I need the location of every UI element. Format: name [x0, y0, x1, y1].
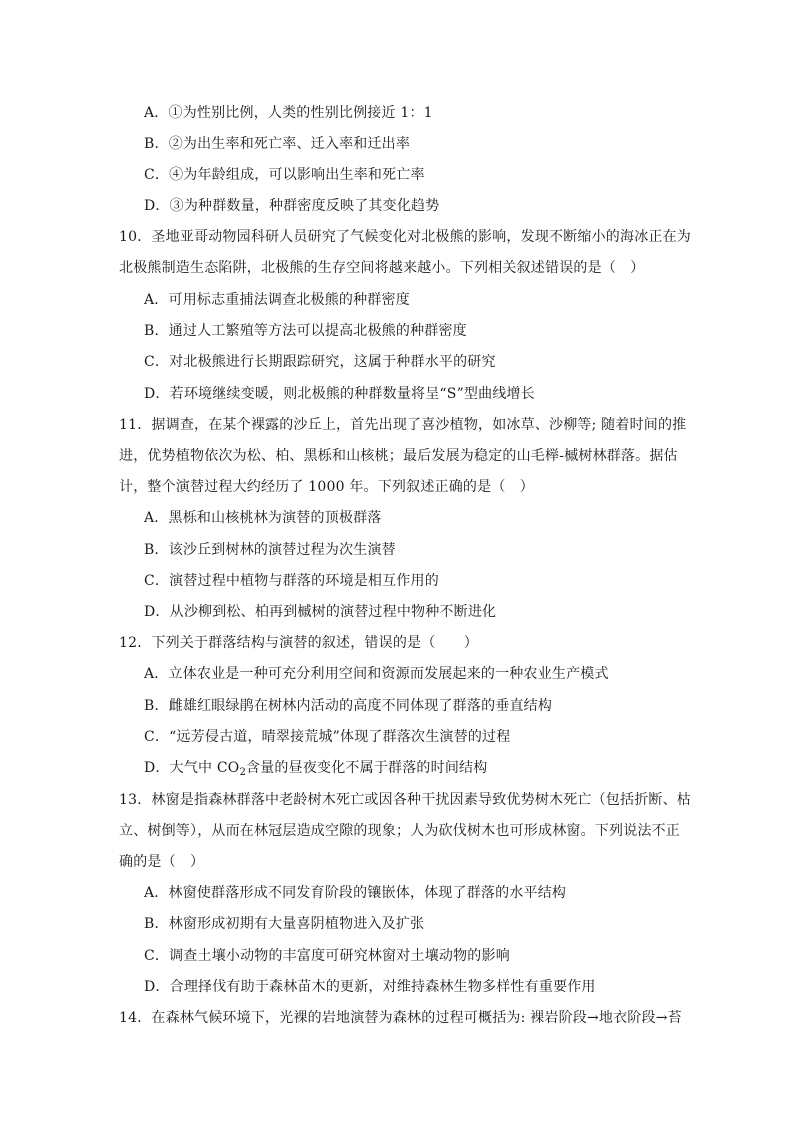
q9-option-d: D．③为种群数量，种群密度反映了其变化趋势: [144, 198, 440, 214]
q12-option-d-subscript: 2: [239, 767, 247, 778]
q13-option-a: A．林窗使群落形成不同发育阶段的镶嵌体，体现了群落的水平结构: [144, 885, 567, 901]
q13-stem-line-2: 立、树倒等），从而在林冠层造成空隙的现象；人为砍伐树木也可形成林窗。下列说法不正: [119, 823, 680, 839]
q13-stem-line-3: 确的是（ ）: [119, 854, 205, 870]
q12-option-d-text-after: 含量的昼夜变化不属于群落的时间结构: [246, 760, 488, 776]
q11-option-a: A．黑栎和山核桃林为演替的顶极群落: [144, 510, 382, 526]
q13-option-c: C．调查土壤小动物的丰富度可研究林窗对土壤动物的影响: [144, 948, 510, 964]
q11-option-d: D．从沙柳到松、柏再到槭树的演替过程中物种不断进化: [144, 604, 497, 620]
q11-stem-line-2: 进，优势植物依次为松、柏、黑栎和山核桃；最后发展为稳定的山毛榉-槭树林群落。据估: [119, 448, 678, 464]
q10-stem-line-1: 10．圣地亚哥动物园科研人员研究了气候变化对北极熊的影响，发现不断缩小的海冰正在为: [119, 229, 692, 245]
q9-option-a: A．①为性别比例，人类的性别比例接近 1：1: [144, 105, 433, 121]
q11-option-b: B．该沙丘到树林的演替过程为次生演替: [144, 542, 396, 558]
q10-option-d: D．若环境继续变暖，则北极熊的种群数量将呈“S”型曲线增长: [144, 386, 535, 402]
q10-option-c: C．对北极熊进行长期跟踪研究，这属于种群水平的研究: [144, 354, 496, 370]
q10-stem-line-2: 北极熊制造生态陷阱，北极熊的生存空间将越来越小。下列相关叙述错误的是（ ）: [119, 260, 645, 276]
q12-stem-line-1: 12．下列关于群落结构与演替的叙述，错误的是（ ）: [119, 635, 479, 651]
q12-option-d: [144, 759, 487, 777]
q9-option-b: B．②为出生率和死亡率、迁入率和迁出率: [144, 136, 411, 152]
q11-option-c: C．演替过程中植物与群落的环境是相互作用的: [144, 573, 439, 589]
q14-stem-line-1: 14．在森林气候环境下，光裸的岩地演替为森林的过程可概括为: 裸岩阶段→地衣阶段→苔: [119, 1010, 682, 1026]
q11-stem-line-3: 计，整个演替过程大约经历了 1000 年。下列叙述正确的是（ ）: [119, 479, 534, 495]
q11-stem-line-1: 11．据调查，在某个裸露的沙丘上，首先出现了喜沙植物，如冰草、沙柳等; 随着时间的推: [119, 417, 687, 433]
q12-option-d-text-before: D．大气中 CO: [144, 760, 240, 776]
q10-option-a: A．可用标志重捕法调查北极熊的种群密度: [144, 292, 410, 308]
q9-option-c: C．④为年龄组成，可以影响出生率和死亡率: [144, 167, 425, 183]
q12-option-b: B．雌雄红眼绿鹃在树林内活动的高度不同体现了群落的垂直结构: [144, 698, 553, 714]
q10-option-b: B．通过人工繁殖等方法可以提高北极熊的种群密度: [144, 323, 467, 339]
q13-stem-line-1: 13．林窗是指森林群落中老龄树木死亡或因各种干扰因素导致优势树木死亡（包括折断、枯: [119, 792, 692, 808]
q13-option-b: B．林窗形成初期有大量喜阴植物进入及扩张: [144, 916, 425, 932]
q12-option-a: A．立体农业是一种可充分利用空间和资源而发展起来的一种农业生产模式: [144, 666, 609, 682]
q12-option-c: C．“远芳侵古道，晴翠接荒城”体现了群落次生演替的过程: [144, 729, 511, 745]
q13-option-d: D．合理择伐有助于森林苗木的更新，对维持森林生物多样性有重要作用: [144, 979, 596, 995]
